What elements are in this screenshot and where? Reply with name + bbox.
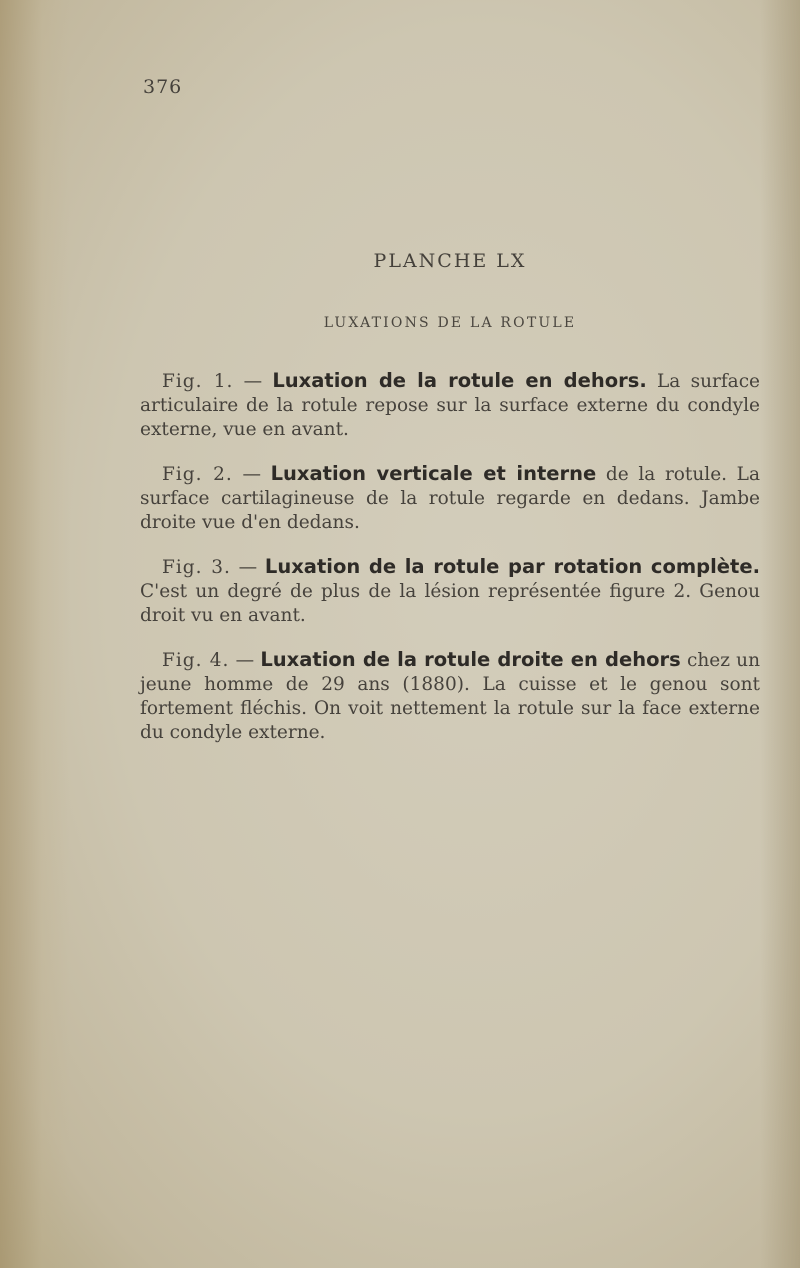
page-edge-shadow-right (760, 0, 800, 1268)
figure-captions (140, 369, 760, 765)
figure-label: Fig. 1. (162, 371, 234, 392)
figure-label: Fig. 2. (162, 464, 233, 485)
figure-title: Luxation de la rotule droite en dehors (260, 648, 681, 671)
figure-caption-3 (140, 555, 760, 628)
figure-caption-4 (140, 648, 760, 745)
page-edge-shadow-left (0, 0, 70, 1268)
figure-label: Fig. 3. (162, 557, 231, 578)
plate-title: PLANCHE LX (373, 250, 527, 272)
caption-dash: — (232, 464, 271, 485)
plate-subtitle: LUXATIONS DE LA ROTULE (323, 315, 577, 331)
figure-description: La surface articulaire de la rotule repose sur la surface externe du condyle externe, vue en avant. (140, 371, 761, 440)
figure-caption-1 (140, 369, 760, 442)
figure-caption-2 (140, 462, 760, 535)
figure-description: chez un jeune homme de 29 ans (1880). La cuisse et le genou sont fortement fléchis. On voit nettement la rotule sur la face externe du condyle externe. (140, 650, 761, 743)
page-number: 376 (143, 76, 183, 98)
figure-description: C'est un degré de plus de la lésion représentée figure 2. Genou droit vu en avant. (140, 581, 760, 626)
figure-title: Luxation de la rotule en dehors. (272, 369, 647, 392)
figure-title: Luxation de la rotule par rotation complète. (264, 555, 760, 578)
caption-dash: — (229, 650, 261, 671)
figure-description: de la rotule. La surface cartilagineuse de la rotule regarde en dedans. Jambe droite vue d'en dedans. (140, 464, 760, 533)
figure-label: Fig. 4. (162, 650, 230, 671)
caption-dash: — (230, 557, 265, 578)
figure-title: Luxation verticale et interne (270, 462, 597, 485)
caption-dash: — (233, 371, 273, 392)
